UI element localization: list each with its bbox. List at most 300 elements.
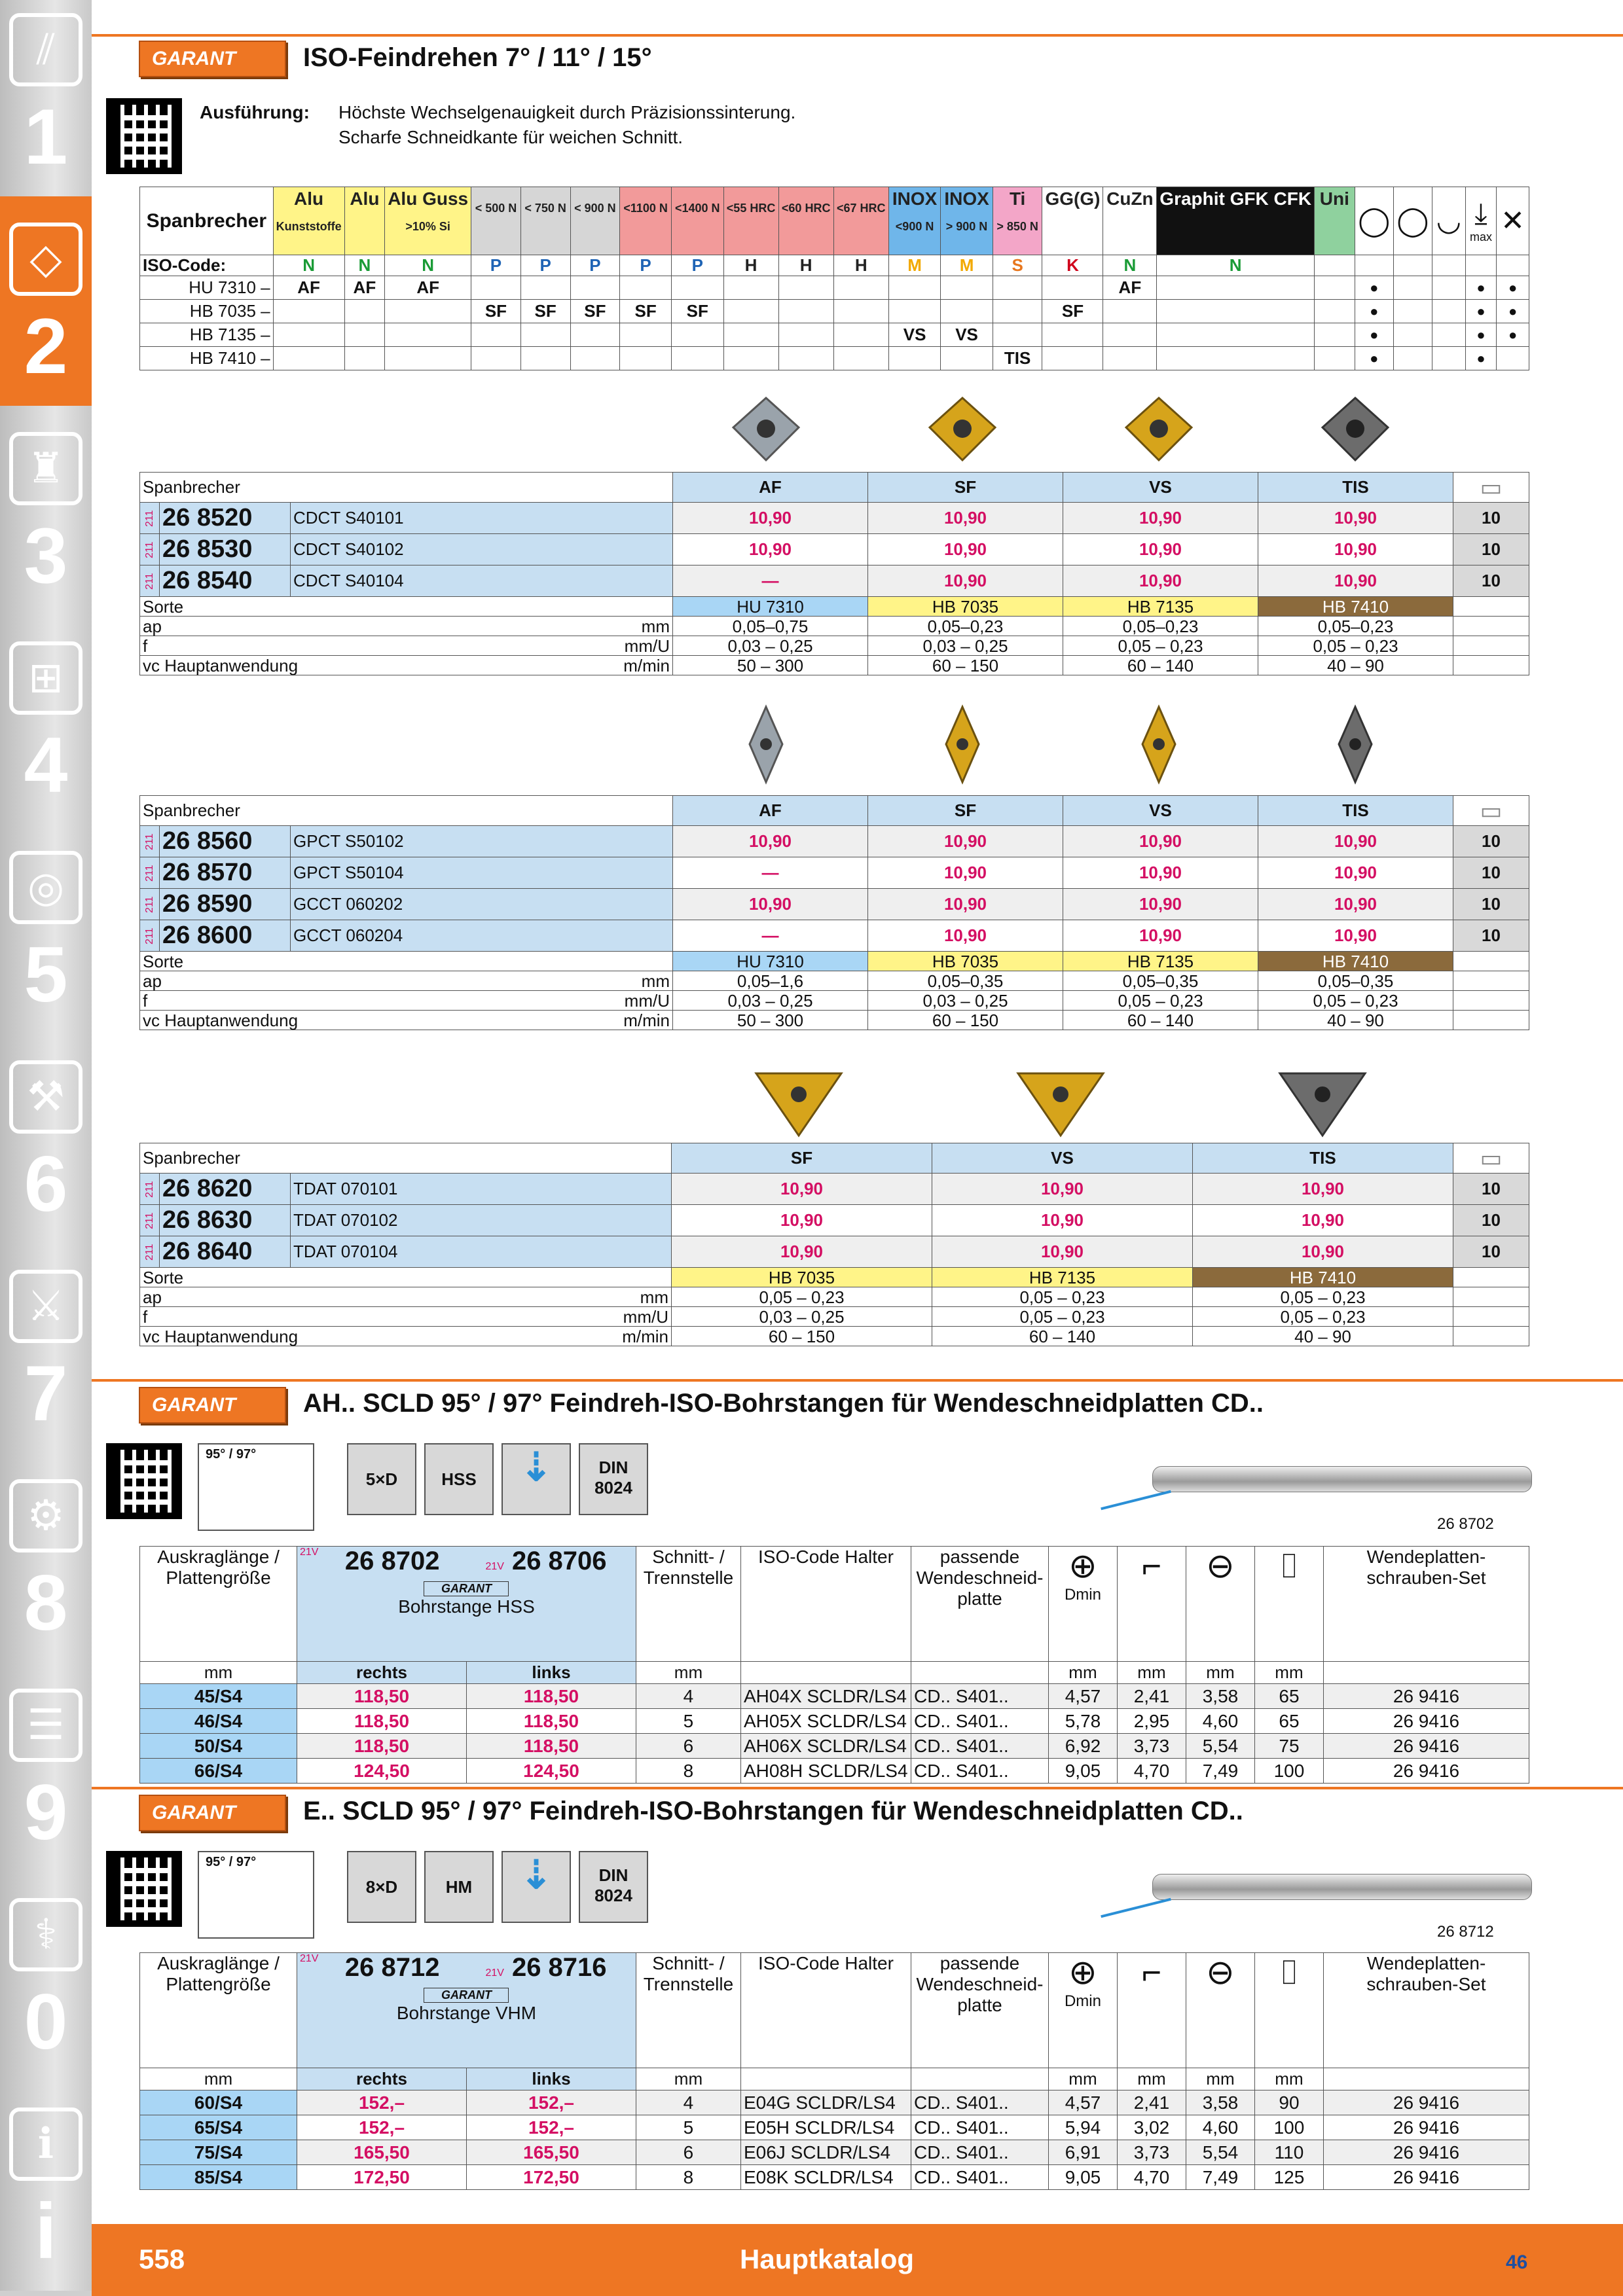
depth-of-cut-row bbox=[140, 617, 1529, 636]
unit-label: mm bbox=[140, 1662, 297, 1684]
chapter-icon: ⚒ bbox=[9, 1060, 82, 1134]
dmin: 9,05 bbox=[1048, 2165, 1117, 2190]
matching-insert-header: passende Wendeschneid-platte bbox=[911, 1953, 1048, 2068]
length: 65 bbox=[1254, 1709, 1323, 1734]
chapter-tab-i[interactable] bbox=[0, 2081, 92, 2291]
breaker-code bbox=[723, 323, 778, 347]
breaker-code bbox=[778, 300, 833, 323]
empty-cell bbox=[1453, 597, 1529, 617]
diameter-icon: ⊖ bbox=[1186, 1953, 1254, 2068]
suitability-dot bbox=[1432, 323, 1465, 347]
dmin: 4,57 bbox=[1048, 2090, 1117, 2115]
chapter-sidebar bbox=[0, 0, 92, 2296]
chapter-tab-8[interactable] bbox=[0, 1453, 92, 1662]
material-strength: <1400 N bbox=[674, 202, 720, 215]
section-divider bbox=[92, 1379, 1623, 1382]
material-name: CuZn bbox=[1106, 188, 1154, 209]
price-left: 172,50 bbox=[466, 2165, 636, 2190]
screw-set-number: 26 9416 bbox=[1323, 1709, 1529, 1734]
feed-unit: mm/U bbox=[624, 636, 670, 656]
insert-sf-icon bbox=[930, 398, 995, 460]
grade-row bbox=[140, 1268, 1529, 1287]
breaker-code bbox=[671, 323, 723, 347]
unit-label: mm bbox=[1048, 2068, 1117, 2090]
cutting-speed-value: 40 – 90 bbox=[1193, 1327, 1453, 1346]
unit-label: mm bbox=[1254, 2068, 1323, 2090]
iso-insert-code: TDAT 070104 bbox=[291, 1236, 672, 1268]
iso-insert-code: TDAT 070101 bbox=[291, 1174, 672, 1205]
empty-cell bbox=[1453, 1307, 1529, 1327]
unit-label: rechts bbox=[297, 1662, 467, 1684]
length: 125 bbox=[1254, 2165, 1323, 2190]
breaker-code: SF bbox=[570, 300, 620, 323]
material-badge-text: HSS bbox=[441, 1469, 477, 1489]
length-ratio-badge bbox=[347, 1443, 416, 1515]
breaker-code bbox=[1042, 347, 1103, 370]
article-prefix: 211 bbox=[140, 1236, 160, 1268]
material-name: Graphit GFK CFK bbox=[1159, 188, 1312, 209]
cutting-speed-value: 60 – 140 bbox=[932, 1327, 1193, 1346]
boring-bar-row[interactable] bbox=[140, 2090, 1529, 2115]
ausfuehrung-line-2: Scharfe Schneidkante für weichen Schnitt. bbox=[338, 127, 684, 147]
article-row[interactable] bbox=[140, 503, 1529, 534]
coolant-icon: ⇣ bbox=[501, 1851, 571, 1923]
price: 10,90 bbox=[932, 1174, 1193, 1205]
din-standard-badge bbox=[579, 1851, 648, 1923]
chapter-number: i bbox=[35, 2187, 57, 2275]
pack-quantity: 10 bbox=[1453, 565, 1529, 597]
material-col-2 bbox=[385, 187, 471, 255]
breaker-code bbox=[1157, 347, 1315, 370]
cutting-speed-value: 60 – 140 bbox=[1063, 1011, 1258, 1030]
grade-name: HU 7310 – bbox=[140, 276, 274, 300]
iso-holder-code: E06J SCLDR/LS4 bbox=[740, 2140, 911, 2165]
price: 10,90 bbox=[1193, 1174, 1453, 1205]
breaker-code bbox=[385, 347, 471, 370]
boring-bar-row[interactable] bbox=[140, 2115, 1529, 2140]
screw-set-header: Wendeplatten-schrauben-Set bbox=[1323, 1547, 1529, 1662]
breaker-code bbox=[1157, 323, 1315, 347]
insert-vs-icon bbox=[1142, 707, 1175, 782]
diameter: 3,58 bbox=[1186, 1684, 1254, 1709]
suitability-dot bbox=[1432, 300, 1465, 323]
chapter-tab-6[interactable] bbox=[0, 1034, 92, 1244]
breaker-code bbox=[471, 276, 521, 300]
chapter-tab-5[interactable] bbox=[0, 825, 92, 1034]
grade-label bbox=[140, 952, 673, 971]
breaker-code: VS bbox=[888, 323, 940, 347]
iso-holder-code: AH08H SCLDR/LS4 bbox=[740, 1759, 911, 1784]
empty-cell bbox=[1432, 255, 1465, 276]
article-row[interactable] bbox=[140, 534, 1529, 565]
length: 90 bbox=[1254, 2090, 1323, 2115]
arrow-icon bbox=[1101, 1898, 1171, 1918]
insert-sf-icon bbox=[756, 1073, 841, 1136]
breaker-column-header: SF bbox=[868, 796, 1063, 826]
breaker-code bbox=[273, 300, 344, 323]
chapter-tab-9[interactable] bbox=[0, 1662, 92, 1872]
f-dimension: 3,73 bbox=[1117, 1734, 1186, 1759]
unit-label: mm bbox=[140, 2068, 297, 2090]
empty-cell bbox=[1453, 1327, 1529, 1346]
empty-cell bbox=[1453, 991, 1529, 1011]
article-number-right: 26 8712 bbox=[344, 1953, 440, 1982]
boring-bar-row[interactable] bbox=[140, 1734, 1529, 1759]
cutting-speed-value: 40 – 90 bbox=[1258, 1011, 1453, 1030]
insert-vs-icon bbox=[1126, 398, 1192, 460]
cutting-speed-value: 50 – 300 bbox=[673, 1011, 868, 1030]
suitability-dot bbox=[1432, 276, 1465, 300]
feed-unit: mm/U bbox=[623, 1306, 668, 1327]
diameter: 3,58 bbox=[1186, 2090, 1254, 2115]
screw-set-number: 26 9416 bbox=[1323, 1734, 1529, 1759]
iso-holder-header: ISO-Code Halter bbox=[740, 1547, 911, 1662]
iso-code: P bbox=[671, 255, 723, 276]
article-row[interactable] bbox=[140, 565, 1529, 597]
breaker-column-header: SF bbox=[672, 1143, 932, 1174]
article-row[interactable] bbox=[140, 920, 1529, 952]
article-row[interactable] bbox=[140, 1174, 1529, 1205]
screw-set-number: 26 9416 bbox=[1323, 2115, 1529, 2140]
grade-text: Sorte bbox=[143, 1267, 184, 1287]
cutting-point: 6 bbox=[636, 2140, 740, 2165]
cutting-point: 8 bbox=[636, 2165, 740, 2190]
depth-of-cut-unit: mm bbox=[640, 1287, 668, 1307]
insert-sf-icon bbox=[946, 707, 979, 782]
price: 10,90 bbox=[1258, 826, 1453, 857]
condition-dry-icon bbox=[1497, 187, 1529, 255]
price: 10,90 bbox=[673, 826, 868, 857]
iso-code: M bbox=[888, 255, 940, 276]
article-number: 26 8620 bbox=[160, 1174, 291, 1205]
material-col-14 bbox=[1042, 187, 1103, 255]
pack-quantity: 10 bbox=[1453, 826, 1529, 857]
screw-set-number: 26 9416 bbox=[1323, 2140, 1529, 2165]
article-prefix: 211 bbox=[140, 1174, 160, 1205]
price: 10,90 bbox=[868, 565, 1063, 597]
depth-of-cut-label bbox=[140, 1287, 672, 1307]
boring-bar-row[interactable] bbox=[140, 1709, 1529, 1734]
breaker-code bbox=[941, 300, 993, 323]
qr-code-icon bbox=[106, 1851, 182, 1927]
iso-code: N bbox=[273, 255, 344, 276]
chapter-icon: ℹ bbox=[9, 2108, 82, 2181]
chapter-number: 1 bbox=[24, 93, 68, 181]
material-col-13 bbox=[993, 187, 1042, 255]
length: 100 bbox=[1254, 2115, 1323, 2140]
cutting-speed-value: 50 – 300 bbox=[673, 656, 868, 675]
iso-holder-code: AH05X SCLDR/LS4 bbox=[740, 1709, 911, 1734]
units-row bbox=[140, 2068, 1529, 2090]
feed-label bbox=[140, 636, 673, 656]
price-right: 124,50 bbox=[297, 1759, 467, 1784]
breaker-code bbox=[941, 276, 993, 300]
boring-bar-row[interactable] bbox=[140, 2165, 1529, 2190]
garant-logo: GARANT bbox=[139, 41, 286, 77]
article-number-left: 26 8706 bbox=[511, 1547, 607, 1575]
empty-cell bbox=[1453, 1268, 1529, 1287]
insert-images-gpct bbox=[720, 704, 1434, 785]
empty-cell bbox=[1323, 1662, 1529, 1684]
material-badge-text: HM bbox=[445, 1877, 473, 1897]
iso-insert-code: GCCT 060204 bbox=[291, 920, 673, 952]
iso-insert-code: CDCT S40101 bbox=[291, 503, 673, 534]
chapter-tab-3[interactable] bbox=[0, 406, 92, 615]
boring-bar-row[interactable] bbox=[140, 1759, 1529, 1784]
price: 10,90 bbox=[1258, 857, 1453, 889]
feed-value: 0,03 – 0,25 bbox=[673, 991, 868, 1011]
breaker-code bbox=[993, 300, 1042, 323]
price-right: 118,50 bbox=[297, 1684, 467, 1709]
breaker-code bbox=[993, 276, 1042, 300]
breaker-column-header: VS bbox=[932, 1143, 1193, 1174]
condition-chip-icon bbox=[1432, 187, 1465, 255]
price-right: 118,50 bbox=[297, 1734, 467, 1759]
iso-insert-code: GPCT S50102 bbox=[291, 826, 673, 857]
dmin: 9,05 bbox=[1048, 1759, 1117, 1784]
feed-value: 0,05 – 0,23 bbox=[1258, 991, 1453, 1011]
diameter: 7,49 bbox=[1186, 1759, 1254, 1784]
arrow-icon bbox=[1101, 1490, 1171, 1510]
breaker-code: TIS bbox=[993, 347, 1042, 370]
grade-value: HB 7410 bbox=[1258, 952, 1453, 971]
breaker-code bbox=[273, 347, 344, 370]
breaker-column-header: AF bbox=[673, 473, 868, 503]
cutting-speed-label bbox=[140, 656, 673, 675]
pack-quantity: 10 bbox=[1453, 920, 1529, 952]
suitability-dot bbox=[1497, 347, 1529, 370]
coolant-icon: ⤓ bbox=[1474, 198, 1487, 230]
cutting-speed-value: 60 – 150 bbox=[868, 1011, 1063, 1030]
grade-name: HB 7135 – bbox=[140, 323, 274, 347]
breaker-code bbox=[520, 347, 570, 370]
pack-quantity: 10 bbox=[1453, 1205, 1529, 1236]
empty-cell bbox=[1497, 255, 1529, 276]
spiral-icon: ◯ bbox=[1396, 205, 1429, 237]
material-strength: >10% Si bbox=[405, 220, 450, 233]
price-left: 124,50 bbox=[466, 1759, 636, 1784]
coolant-icon: ⇣ bbox=[501, 1443, 571, 1515]
article-row[interactable] bbox=[140, 826, 1529, 857]
feed-text: f bbox=[143, 1306, 148, 1327]
breaker-code bbox=[1103, 347, 1157, 370]
footer-right-number: 46 bbox=[1506, 2251, 1528, 2273]
breaker-code bbox=[671, 347, 723, 370]
unit-label: links bbox=[466, 1662, 636, 1684]
feed-row bbox=[140, 991, 1529, 1011]
iso-code-row bbox=[140, 255, 1529, 276]
matching-insert: CD.. S401.. bbox=[911, 1684, 1048, 1709]
empty-cell bbox=[1453, 971, 1529, 991]
breaker-code bbox=[888, 300, 940, 323]
suitability-dot: ● bbox=[1355, 300, 1393, 323]
feed-row bbox=[140, 1307, 1529, 1327]
grade-value: HB 7410 bbox=[1193, 1268, 1453, 1287]
suitability-dot: ● bbox=[1465, 347, 1496, 370]
unit-label: links bbox=[466, 2068, 636, 2090]
breaker-code: VS bbox=[941, 323, 993, 347]
grade-label bbox=[140, 1268, 672, 1287]
suitability-dot: ● bbox=[1497, 323, 1529, 347]
material-name: Ti bbox=[1009, 188, 1026, 209]
article-row[interactable] bbox=[140, 1236, 1529, 1268]
article-header bbox=[297, 1547, 636, 1662]
depth-of-cut-value: 0,05–0,23 bbox=[1063, 617, 1258, 636]
article-number: 26 8570 bbox=[160, 857, 291, 889]
cutting-speed-label bbox=[140, 1011, 673, 1030]
dmin-header bbox=[1048, 1953, 1117, 2068]
insert-table-gpct bbox=[139, 795, 1529, 1030]
feed-value: 0,03 – 0,25 bbox=[868, 636, 1063, 656]
breaker-column-header: TIS bbox=[1258, 473, 1453, 503]
grade-value: HB 7135 bbox=[1063, 952, 1258, 971]
suitability-dot: ● bbox=[1497, 300, 1529, 323]
table-header-row bbox=[140, 1143, 1529, 1174]
chapter-number: 2 bbox=[24, 302, 68, 390]
insert-images-ccmt bbox=[720, 391, 1434, 470]
cutting-speed-row bbox=[140, 656, 1529, 675]
chapter-icon: ⚔ bbox=[9, 1270, 82, 1343]
length: 65 bbox=[1254, 1684, 1323, 1709]
chapter-tab-0[interactable] bbox=[0, 1872, 92, 2081]
price: 10,90 bbox=[1258, 565, 1453, 597]
article-row[interactable] bbox=[140, 857, 1529, 889]
chapter-tab-1[interactable] bbox=[0, 0, 92, 196]
insert-table-tdat bbox=[139, 1143, 1529, 1346]
unit-label: mm bbox=[1048, 1662, 1117, 1684]
table-header-row bbox=[140, 473, 1529, 503]
cutting-point: 6 bbox=[636, 1734, 740, 1759]
dmin-header bbox=[1048, 1547, 1117, 1662]
article-row[interactable] bbox=[140, 889, 1529, 920]
breaker-code bbox=[1315, 276, 1355, 300]
empty-cell bbox=[740, 2068, 911, 2090]
material-col-3 bbox=[471, 187, 521, 255]
section-title: ISO-Feindrehen 7° / 11° / 15° bbox=[303, 43, 652, 72]
bar-material-label: Bohrstange VHM bbox=[396, 2003, 537, 2023]
article-number: 26 8520 bbox=[160, 503, 291, 534]
iso-insert-code: CDCT S40104 bbox=[291, 565, 673, 597]
pack-quantity: 10 bbox=[1453, 1236, 1529, 1268]
cutting-speed-row bbox=[140, 1327, 1529, 1346]
material-col-1 bbox=[344, 187, 385, 255]
iso-code: P bbox=[620, 255, 672, 276]
breaker-code bbox=[833, 276, 888, 300]
empty-cell bbox=[1453, 617, 1529, 636]
boring-bar-image bbox=[1152, 1874, 1532, 1900]
cutting-speed-unit: m/min bbox=[623, 1010, 670, 1030]
unit-label: mm bbox=[1254, 1662, 1323, 1684]
depth-of-cut-text: ap bbox=[143, 971, 162, 991]
iso-insert-code: TDAT 070102 bbox=[291, 1205, 672, 1236]
price: 10,90 bbox=[673, 534, 868, 565]
din-standard-badge-text: DIN 8024 bbox=[594, 1865, 632, 1905]
material-name: Uni bbox=[1319, 188, 1349, 209]
boring-bar-row[interactable] bbox=[140, 1684, 1529, 1709]
diameter-icon: ⊖ bbox=[1186, 1547, 1254, 1662]
chapter-number: 6 bbox=[24, 1140, 68, 1228]
pack-quantity: 10 bbox=[1453, 889, 1529, 920]
breaker-code bbox=[570, 323, 620, 347]
cutting-speed-value: 40 – 90 bbox=[1258, 656, 1453, 675]
ausladung-header: Auskraglänge / Plattengröße bbox=[140, 1547, 297, 1662]
cutting-point: 5 bbox=[636, 1709, 740, 1734]
ausladung: 50/S4 bbox=[140, 1734, 297, 1759]
breaker-code bbox=[723, 276, 778, 300]
chapter-tab-4[interactable] bbox=[0, 615, 92, 825]
breaker-column-header: SF bbox=[868, 473, 1063, 503]
iso-code: N bbox=[385, 255, 471, 276]
breaker-code bbox=[520, 276, 570, 300]
suitability-dot bbox=[1393, 323, 1432, 347]
grade-value: HB 7410 bbox=[1258, 597, 1453, 617]
breaker-code bbox=[723, 347, 778, 370]
breaker-code bbox=[941, 347, 993, 370]
pack-icon: ▭ bbox=[1453, 473, 1529, 503]
feed-value: 0,05 – 0,23 bbox=[1193, 1307, 1453, 1327]
chapter-tab-7[interactable] bbox=[0, 1244, 92, 1453]
price-left: 152,– bbox=[466, 2090, 636, 2115]
f-dimension: 4,70 bbox=[1117, 2165, 1186, 2190]
price: 10,90 bbox=[1258, 920, 1453, 952]
insert-af-icon bbox=[750, 707, 782, 782]
depth-of-cut-value: 0,05–0,23 bbox=[1258, 617, 1453, 636]
chapter-tab-2[interactable] bbox=[0, 196, 92, 406]
condition-spiral-icon bbox=[1393, 187, 1432, 255]
ausfuehrung-line-1: Höchste Wechselgenauigkeit durch Präzisionssinterung. bbox=[338, 102, 796, 122]
price: 10,90 bbox=[868, 920, 1063, 952]
garant-logo: GARANT bbox=[424, 1988, 509, 2003]
price: 10,90 bbox=[1063, 534, 1258, 565]
breaker-code bbox=[888, 347, 940, 370]
iso-code: N bbox=[1157, 255, 1315, 276]
iso-code: P bbox=[520, 255, 570, 276]
material-strength: < 500 N bbox=[475, 202, 517, 215]
price-left: 118,50 bbox=[466, 1684, 636, 1709]
unit-label: mm bbox=[636, 2068, 740, 2090]
ausladung: 45/S4 bbox=[140, 1684, 297, 1709]
article-row[interactable] bbox=[140, 1205, 1529, 1236]
page-number: 558 bbox=[139, 2244, 185, 2274]
price: 10,90 bbox=[868, 534, 1063, 565]
diameter: 4,60 bbox=[1186, 2115, 1254, 2140]
matching-insert: CD.. S401.. bbox=[911, 2140, 1048, 2165]
angle-diagram-text: 95° / 97° bbox=[206, 1855, 257, 1869]
boring-bar-row[interactable] bbox=[140, 2140, 1529, 2165]
material-col-9 bbox=[778, 187, 833, 255]
length-ratio-badge-text: 5×D bbox=[365, 1469, 398, 1489]
depth-of-cut-value: 0,05 – 0,23 bbox=[932, 1287, 1193, 1307]
depth-of-cut-text: ap bbox=[143, 616, 162, 636]
chapter-icon: ⚙ bbox=[9, 1479, 82, 1552]
article-prefix: 21V bbox=[485, 1561, 504, 1572]
empty-cell bbox=[1453, 1287, 1529, 1307]
material-strength: <1100 N bbox=[623, 202, 668, 215]
chapter-number: 9 bbox=[24, 1768, 68, 1856]
breaker-code bbox=[1042, 276, 1103, 300]
diameter: 5,54 bbox=[1186, 2140, 1254, 2165]
suitability-dot bbox=[1432, 347, 1465, 370]
iso-code: H bbox=[723, 255, 778, 276]
material-strength: <900 N bbox=[895, 220, 934, 233]
section-title: E.. SCLD 95° / 97° Feindreh-ISO-Bohrstangen für Wendeschneidplatten CD.. bbox=[303, 1797, 1243, 1825]
grade-label bbox=[140, 597, 673, 617]
price-left: 165,50 bbox=[466, 2140, 636, 2165]
article-prefix: 211 bbox=[140, 826, 160, 857]
f-dimension: 4,70 bbox=[1117, 1759, 1186, 1784]
screw-set-number: 26 9416 bbox=[1323, 1684, 1529, 1709]
cutting-speed-value: 60 – 150 bbox=[868, 656, 1063, 675]
